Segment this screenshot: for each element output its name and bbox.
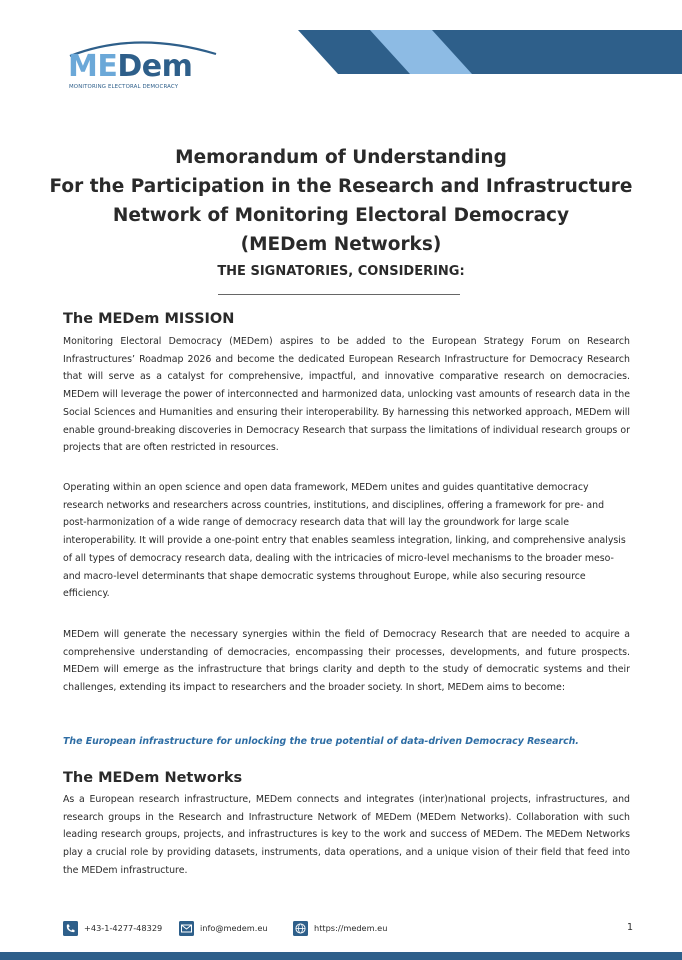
mission-paragraph-2: Operating within an open science and open data framework, MEDem unites and guides quantitative democracy research networks and researchers across countries, institutions, and disciplines, offering a framework for pre- and post-harmonization of a wide range of democracy research data that will lay the groundwork for large scale interoperability. It will provide a one-point entry that enables seamless integration, linking, and comprehensive analysis of all types of democracy research data, dealing with the intricacies of micro-level mechanisms to the broader meso- and macro-level determinants that shape democratic systems throughout Europe, while also securing resource efficiency. <box>63 482 626 600</box>
footer-phone-text[interactable]: +43-1-4277-48329 <box>84 922 163 933</box>
mission-paragraph-3: MEDem will generate the necessary synergies within the field of Democracy Research that are needed to acquire a comprehensive understanding of democracies, encompassing their processes, developments, and future prospects. MEDem will emerge as the infrastructure that brings clarity and depth to the study of democratic systems and their challenges, extending its impact to researchers and the broader society. In short, MEDem aims to become: <box>63 629 630 694</box>
footer-bar <box>0 952 682 960</box>
title-divider <box>218 294 460 295</box>
footer-email-text[interactable]: info@medem.eu <box>200 922 268 933</box>
medem-logo <box>66 38 226 96</box>
title-line-2: For the Participation in the Research and Infrastructure <box>49 176 633 197</box>
title-line-4: (MEDem Networks) <box>240 234 442 255</box>
title-line-1: Memorandum of Understanding <box>175 147 507 168</box>
phone-icon <box>63 921 78 936</box>
networks-heading: The MEDem Networks <box>63 770 243 786</box>
page-number: 1 <box>626 922 633 933</box>
globe-icon <box>293 921 308 936</box>
mission-heading: The MEDem MISSION <box>63 311 235 327</box>
document-title <box>0 143 682 281</box>
footer-website-text[interactable]: https://medem.eu <box>314 922 388 933</box>
footer-phone <box>63 919 162 937</box>
page-footer <box>63 919 633 939</box>
logo-subtitle: MONITORING ELECTORAL DEMOCRACY <box>69 84 179 90</box>
banner-dark-stripe <box>298 30 682 74</box>
envelope-icon <box>179 921 194 936</box>
networks-paragraph: As a European research infrastructure, MEDem connects and integrates (inter)national projects, infrastructures, and research groups in the Research and Infrastructure Network of MEDem (MEDem Networks). Collaboration with such leading research groups, projects, and infrastructures is key to the work and success of MEDem. The MEDem Networks play a crucial role by providing datasets, instruments, data operations, and a unique vision of their field that feed into the MEDem infrastructure. <box>63 794 630 876</box>
footer-email <box>179 919 268 937</box>
mission-paragraph-1: Monitoring Electoral Democracy (MEDem) aspires to be added to the European Strategy Forum on Research Infrastructures’ Roadmap 2026 and become the dedicated European Research Infrastructure for Democracy Research that will serve as a catalyst for comprehensive, impactful, and innovative comparative research on democracies. MEDem will leverage the power of interconnected and harmonized data, unlocking vast amounts of research data in the Social Sciences and Humanities and ensuring their interoperability. By harnessing this networked approach, MEDem will enable ground-breaking discoveries in Democracy Research that surpass the limitations of individual research groups or projects that are often restricted in resources. <box>63 336 630 454</box>
mission-slogan: The European infrastructure for unlocking the true potential of data-driven Democracy Research. <box>63 736 579 747</box>
logo-wordmark <box>68 50 192 84</box>
title-line-3: Network of Monitoring Electoral Democracy <box>112 205 570 226</box>
footer-website <box>293 919 387 937</box>
logo-dem: Dem <box>117 49 193 84</box>
signatories-heading: THE SIGNATORIES, CONSIDERING: <box>217 264 465 279</box>
logo-me: ME <box>68 49 118 84</box>
